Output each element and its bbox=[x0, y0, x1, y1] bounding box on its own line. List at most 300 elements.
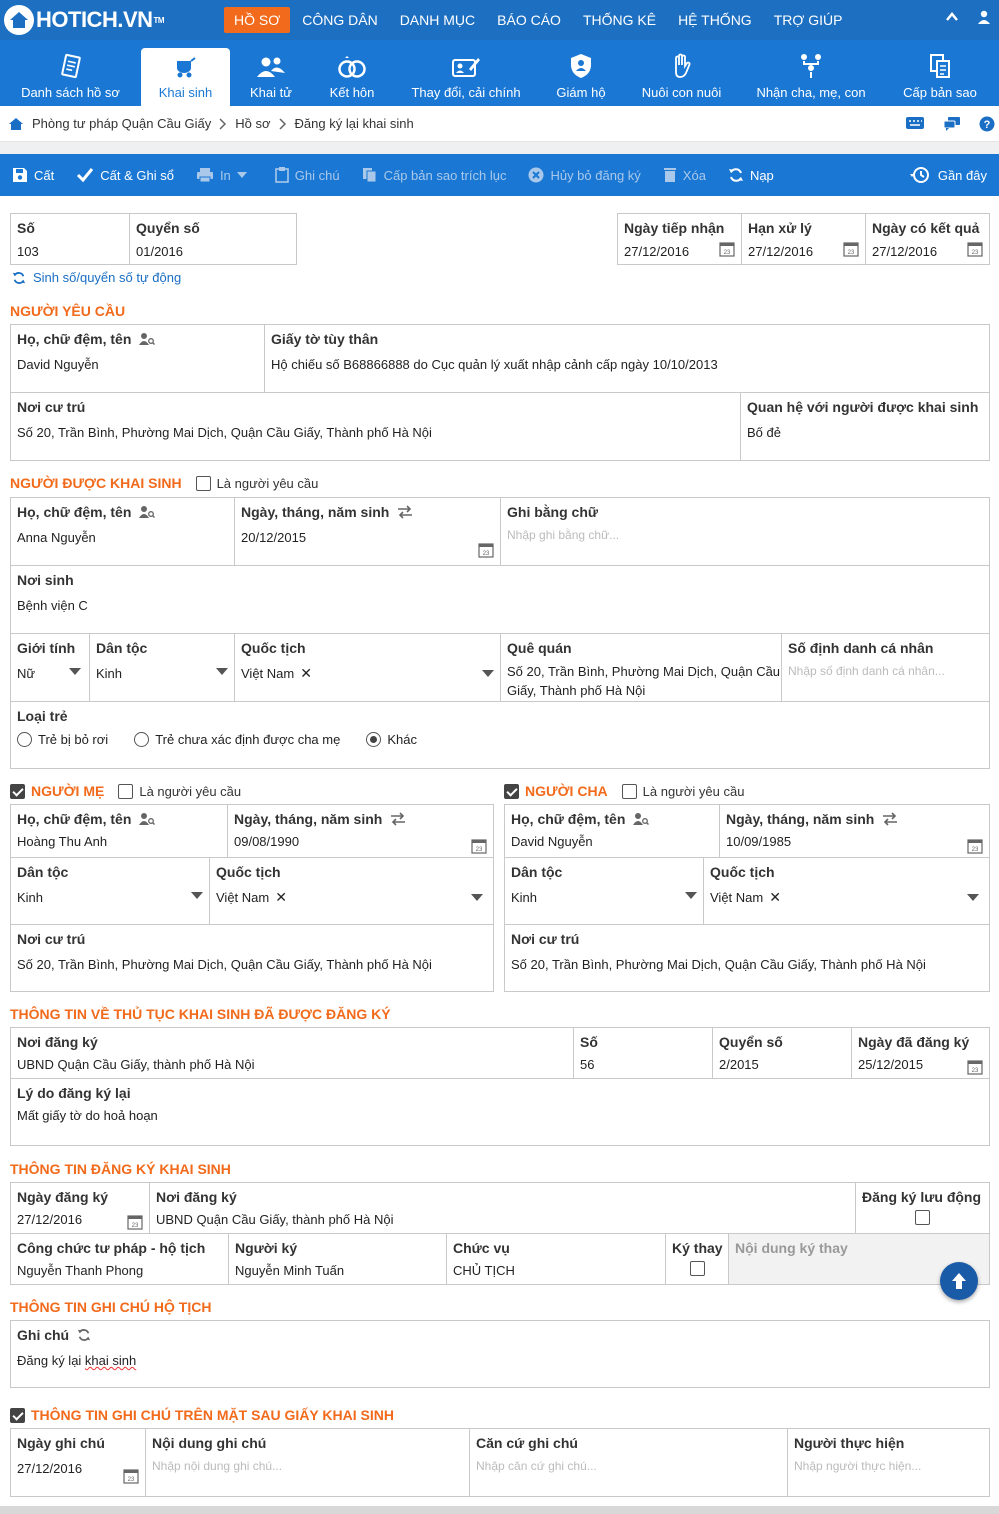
child-hometown-field[interactable] bbox=[501, 634, 782, 702]
help-icon[interactable] bbox=[979, 116, 995, 132]
print-button[interactable] bbox=[196, 167, 253, 183]
back-note-date-field[interactable] bbox=[11, 1429, 146, 1496]
menu-danh-muc[interactable]: DANH MỤC bbox=[399, 12, 476, 28]
child-type-label: Loại trẻ bbox=[17, 708, 68, 724]
so-value: 103 bbox=[17, 244, 39, 259]
father-dob-value: 10/09/1985 bbox=[726, 834, 792, 849]
mother-nationality-select[interactable] bbox=[210, 858, 493, 925]
tab-label: Thay đổi, cải chính bbox=[411, 85, 521, 100]
child-hometown-line2: Giấy, Thành phố Hà Nội bbox=[507, 683, 646, 698]
house-logo-icon bbox=[4, 5, 34, 35]
tab-label: Danh sách hồ sơ bbox=[21, 85, 120, 100]
svg-text:23: 23 bbox=[475, 847, 483, 853]
child-dob-field[interactable] bbox=[235, 498, 501, 566]
mother-dob-label: Ngày, tháng, năm sinh bbox=[234, 811, 383, 827]
logo-tm: TM bbox=[153, 15, 165, 25]
requester-name-label: Họ, chữ đệm, tên bbox=[17, 331, 132, 347]
registration-signer-field[interactable] bbox=[229, 1234, 447, 1284]
prior-so-value: 56 bbox=[580, 1057, 595, 1072]
child-gender-value: Nữ bbox=[17, 666, 36, 681]
baby-stroller-icon bbox=[173, 55, 199, 79]
chevron-down-icon bbox=[471, 894, 483, 901]
auto-number-link[interactable] bbox=[12, 270, 181, 285]
logo-text: HOTICH.VN bbox=[36, 7, 153, 32]
user-search-icon[interactable] bbox=[139, 332, 155, 346]
registration-date-value: 27/12/2016 bbox=[17, 1212, 83, 1227]
section-civil-note-title bbox=[10, 1299, 211, 1315]
prior-reason-value: Mất giấy tờ do hoả hoạn bbox=[17, 1108, 158, 1123]
tab-label: Khai sinh bbox=[158, 85, 213, 100]
child-name-field[interactable] bbox=[11, 498, 235, 566]
checkbox-box bbox=[196, 476, 211, 491]
father-name-label: Họ, chữ đệm, tên bbox=[511, 811, 626, 827]
back-note-group bbox=[10, 1428, 990, 1497]
civil-note-label: Ghi chú bbox=[17, 1327, 70, 1343]
section-title-text: THÔNG TIN ĐĂNG KÝ KHAI SINH bbox=[10, 1161, 231, 1177]
father-nationality-select[interactable] bbox=[704, 858, 989, 925]
registration-signer-label: Người ký bbox=[235, 1240, 298, 1256]
requester-group bbox=[10, 324, 990, 461]
child-pid-placeholder: Nhập số định danh cá nhân... bbox=[788, 664, 945, 678]
copy-extract-button[interactable] bbox=[362, 167, 507, 183]
child-name-value: Anna Nguyễn bbox=[17, 530, 96, 545]
registration-position-field[interactable] bbox=[447, 1234, 666, 1284]
tab-khai-sinh[interactable] bbox=[141, 48, 230, 106]
checkbox-label: Là người yêu cầu bbox=[139, 783, 242, 799]
radio-circle bbox=[366, 732, 381, 747]
child-nationality-value: Việt Nam bbox=[241, 666, 295, 681]
save-record-button[interactable] bbox=[76, 167, 174, 183]
registration-position-label: Chức vụ bbox=[453, 1240, 510, 1256]
svg-text:23: 23 bbox=[971, 1068, 979, 1074]
close-circle-icon bbox=[528, 167, 544, 183]
svg-text:23: 23 bbox=[847, 250, 855, 256]
back-note-date-label: Ngày ghi chú bbox=[17, 1435, 105, 1451]
calendar-icon[interactable] bbox=[478, 542, 494, 558]
child-pid-field[interactable] bbox=[782, 634, 989, 702]
section-requester-title bbox=[10, 303, 125, 319]
arrow-up-icon bbox=[951, 1272, 967, 1290]
child-group bbox=[10, 497, 990, 769]
prior-place-value: UBND Quận Cầu Giấy, thành phố Hà Nội bbox=[17, 1057, 255, 1072]
mother-nationality-label: Quốc tịch bbox=[216, 864, 281, 880]
registration-sign-for-label: Ký thay bbox=[672, 1240, 723, 1256]
child-hometown-label: Quê quán bbox=[507, 640, 572, 656]
auto-number-label: Sinh số/quyển số tự động bbox=[33, 270, 182, 285]
requester-id-field[interactable] bbox=[265, 325, 989, 393]
back-note-performer-field[interactable] bbox=[788, 1429, 989, 1496]
caret-down-icon bbox=[237, 172, 247, 178]
mother-enabled-checkbox[interactable] bbox=[10, 784, 25, 799]
menu-cong-dan[interactable]: CÔNG DÂN bbox=[302, 12, 378, 28]
ngay-ket-qua-field[interactable] bbox=[866, 214, 989, 264]
registration-sign-for-field bbox=[666, 1234, 729, 1284]
tab-label: Nuôi con nuôi bbox=[641, 85, 722, 100]
record-number-group bbox=[10, 213, 297, 265]
prior-reason-field[interactable] bbox=[11, 1079, 989, 1145]
tab-label: Nhận cha, mẹ, con bbox=[756, 85, 866, 100]
menu-bao-cao[interactable]: BÁO CÁO bbox=[497, 12, 561, 28]
home-icon[interactable] bbox=[8, 117, 24, 131]
child-ethnic-value: Kinh bbox=[96, 666, 123, 681]
child-dob-value: 20/12/2015 bbox=[241, 530, 307, 545]
section-title-text: THÔNG TIN GHI CHÚ HỘ TỊCH bbox=[10, 1299, 212, 1315]
collapse-up-icon[interactable] bbox=[945, 10, 959, 24]
checkbox-label: Là người yêu cầu bbox=[642, 783, 745, 799]
child-type-radio-group bbox=[17, 732, 983, 747]
section-registration-title bbox=[10, 1161, 231, 1177]
section-father-title bbox=[504, 783, 744, 799]
check-icon bbox=[76, 167, 94, 183]
print-label: In bbox=[219, 167, 231, 183]
user-icon[interactable] bbox=[977, 10, 991, 24]
prior-quyen-value: 2/2015 bbox=[719, 1057, 759, 1072]
svg-text:23: 23 bbox=[131, 1223, 139, 1229]
app-logo[interactable] bbox=[4, 4, 164, 36]
ngay-tiep-nhan-label: Ngày tiếp nhận bbox=[624, 220, 725, 236]
father-dob-label: Ngày, tháng, năm sinh bbox=[726, 811, 875, 827]
radio-abandoned[interactable] bbox=[17, 732, 108, 747]
requester-relation-field[interactable] bbox=[741, 393, 989, 460]
delete-button[interactable] bbox=[663, 167, 706, 183]
clipboard-icon bbox=[58, 53, 84, 79]
child-hometown-line1: Số 20, Trần Bình, Phường Mai Dịch, Quận Cầu bbox=[507, 664, 781, 679]
cancel-registration-button[interactable] bbox=[528, 167, 640, 183]
back-note-date-value: 27/12/2016 bbox=[17, 1461, 83, 1476]
radio-label: Trẻ bị bỏ rơi bbox=[38, 732, 109, 747]
mother-address-label: Nơi cư trú bbox=[17, 931, 86, 947]
so-field[interactable] bbox=[11, 214, 130, 264]
calendar-icon[interactable] bbox=[719, 241, 735, 257]
requester-name-field[interactable] bbox=[11, 325, 265, 393]
child-name-label: Họ, chữ đệm, tên bbox=[17, 504, 132, 520]
section-back-note-title bbox=[10, 1407, 394, 1423]
father-is-requester-checkbox[interactable] bbox=[622, 784, 745, 799]
back-note-content-field[interactable] bbox=[146, 1429, 470, 1496]
ngay-tiep-nhan-value: 27/12/2016 bbox=[624, 244, 690, 259]
civil-note-field[interactable] bbox=[11, 1321, 989, 1387]
father-address-field[interactable] bbox=[505, 925, 989, 991]
copy-extract-label: Cấp bản sao trích lục bbox=[383, 167, 507, 183]
menu-ho-so[interactable]: HỒ SƠ bbox=[224, 7, 290, 33]
people-icon bbox=[256, 55, 286, 79]
radio-other[interactable] bbox=[366, 732, 417, 747]
tab-label: Cấp bản sao bbox=[903, 85, 977, 100]
chevron-right-icon bbox=[279, 118, 287, 130]
civil-note-value-misspelled: khai sinh bbox=[84, 1353, 137, 1368]
save-record-label: Cất & Ghi sổ bbox=[100, 167, 174, 183]
save-button[interactable] bbox=[12, 167, 54, 183]
prior-reason-label: Lý do đăng ký lại bbox=[17, 1085, 131, 1101]
father-enabled-checkbox[interactable] bbox=[504, 784, 519, 799]
tab-danh-sach-ho-so[interactable] bbox=[0, 40, 141, 106]
swap-icon[interactable] bbox=[882, 812, 898, 826]
family-tree-icon bbox=[797, 53, 825, 79]
back-note-enabled-checkbox[interactable] bbox=[10, 1408, 25, 1423]
father-dob-field[interactable] bbox=[720, 805, 989, 858]
action-toolbar bbox=[0, 154, 999, 196]
father-name-value: David Nguyễn bbox=[511, 834, 593, 849]
back-note-performer-placeholder: Nhập người thực hiện... bbox=[794, 1459, 922, 1473]
bottom-scroll-edge bbox=[0, 1506, 999, 1514]
svg-text:23: 23 bbox=[482, 551, 490, 557]
so-label: Số bbox=[17, 220, 35, 236]
tab-giam-ho[interactable] bbox=[540, 40, 622, 106]
back-note-basis-field[interactable] bbox=[470, 1429, 788, 1496]
father-address-value: Số 20, Trần Bình, Phường Mai Dịch, Quận Cầu Giấy, Thành phố Hà Nội bbox=[511, 957, 926, 972]
calendar-icon[interactable] bbox=[471, 838, 487, 854]
father-nationality-label: Quốc tịch bbox=[710, 864, 775, 880]
back-note-content-placeholder: Nhập nội dung ghi chú... bbox=[152, 1459, 283, 1473]
remove-x-icon[interactable]: ✕ bbox=[275, 889, 287, 905]
prior-quyen-field[interactable] bbox=[713, 1028, 852, 1079]
tab-nhan-cha-me-con[interactable] bbox=[741, 40, 881, 106]
father-ethnic-select[interactable] bbox=[505, 858, 704, 925]
history-icon bbox=[910, 166, 930, 184]
menu-tro-giup[interactable]: TRỢ GIÚP bbox=[773, 12, 843, 28]
shield-user-icon bbox=[569, 53, 593, 79]
registration-sign-for-checkbox[interactable] bbox=[690, 1261, 705, 1276]
mother-name-field[interactable] bbox=[11, 805, 228, 858]
tab-ket-hon[interactable] bbox=[312, 40, 392, 106]
section-title-text: NGƯỜI ĐƯỢC KHAI SINH bbox=[10, 475, 182, 491]
registration-officer-field[interactable] bbox=[11, 1234, 229, 1284]
registration-officer-label: Công chức tư pháp - hộ tịch bbox=[17, 1240, 206, 1256]
chevron-down-icon bbox=[967, 894, 979, 901]
floppy-icon bbox=[12, 167, 28, 183]
back-note-performer-label: Người thực hiện bbox=[794, 1435, 905, 1451]
delete-label: Xóa bbox=[682, 167, 706, 183]
father-ethnic-label: Dân tộc bbox=[511, 864, 563, 880]
chevron-down-icon bbox=[216, 668, 228, 675]
reload-label: Nạp bbox=[749, 167, 774, 183]
checkbox-label: Là người yêu cầu bbox=[216, 475, 319, 491]
prior-date-label: Ngày đã đăng ký bbox=[858, 1034, 970, 1050]
registration-date-field[interactable] bbox=[11, 1183, 150, 1234]
han-xu-ly-value: 27/12/2016 bbox=[748, 244, 814, 259]
remove-x-icon[interactable]: ✕ bbox=[300, 665, 312, 681]
father-name-field[interactable] bbox=[505, 805, 720, 858]
mother-ethnic-value: Kinh bbox=[17, 890, 44, 905]
registration-signer-value: Nguyễn Minh Tuấn bbox=[235, 1263, 345, 1278]
user-search-icon[interactable] bbox=[139, 505, 155, 519]
remove-x-icon[interactable]: ✕ bbox=[769, 889, 781, 905]
section-title-text: NGƯỜI CHA bbox=[525, 783, 608, 799]
requester-relation-label: Quan hệ với người được khai sinh bbox=[747, 399, 979, 415]
svg-text:23: 23 bbox=[723, 250, 731, 256]
prior-place-field[interactable] bbox=[11, 1028, 574, 1079]
refresh-icon[interactable] bbox=[77, 1328, 91, 1342]
printer-icon bbox=[196, 167, 214, 183]
child-pid-label: Số định danh cá nhân bbox=[788, 640, 934, 656]
quyen-so-value: 01/2016 bbox=[136, 244, 183, 259]
ngay-tiep-nhan-field[interactable] bbox=[618, 214, 742, 264]
prior-date-field[interactable] bbox=[852, 1028, 989, 1079]
quyen-so-field[interactable] bbox=[130, 214, 296, 264]
checkbox-box bbox=[118, 784, 133, 799]
recent-button[interactable] bbox=[910, 166, 987, 184]
section-prior-registration-title bbox=[10, 1006, 391, 1022]
child-birthplace-field[interactable] bbox=[11, 566, 989, 634]
father-group bbox=[504, 804, 990, 992]
save-label: Cất bbox=[34, 167, 55, 183]
svg-text:23: 23 bbox=[971, 847, 979, 853]
processing-dates-group bbox=[617, 213, 990, 265]
child-type-field bbox=[11, 702, 989, 768]
registration-officer-value: Nguyễn Thanh Phong bbox=[17, 1263, 144, 1278]
calendar-icon[interactable] bbox=[967, 838, 983, 854]
section-title-text: THÔNG TIN VỀ THỦ TỤC KHAI SINH ĐÃ ĐƯỢC ĐĂNG KÝ bbox=[10, 1006, 391, 1022]
module-tabs bbox=[0, 40, 999, 106]
note-icon bbox=[275, 167, 289, 183]
requester-relation-value: Bố đẻ bbox=[747, 425, 781, 440]
mother-dob-value: 09/08/1990 bbox=[234, 834, 300, 849]
keyboard-icon[interactable] bbox=[905, 116, 925, 130]
swap-icon[interactable] bbox=[390, 812, 406, 826]
cancel-registration-label: Hủy bỏ đăng ký bbox=[550, 167, 641, 183]
menu-he-thong[interactable]: HỆ THỐNG bbox=[678, 12, 752, 28]
breadcrumb-item-phong-tu-phap[interactable]: Phòng tư pháp Quận Cầu Giấy bbox=[32, 116, 212, 131]
prior-so-field[interactable] bbox=[574, 1028, 713, 1079]
top-right-actions bbox=[945, 10, 991, 24]
requester-name-value: David Nguyễn bbox=[17, 357, 99, 372]
mother-name-value: Hoàng Thu Anh bbox=[17, 834, 108, 849]
calendar-icon[interactable] bbox=[123, 1468, 139, 1484]
registration-position-value: CHỦ TỊCH bbox=[453, 1263, 515, 1278]
han-xu-ly-label: Hạn xử lý bbox=[748, 220, 812, 236]
section-mother-title bbox=[10, 783, 241, 799]
copy-icon bbox=[362, 167, 378, 183]
top-bar bbox=[0, 0, 999, 40]
note-button[interactable] bbox=[275, 167, 340, 183]
breadcrumb-actions bbox=[905, 116, 995, 132]
radio-unknown-parents[interactable] bbox=[134, 732, 340, 747]
user-search-icon[interactable] bbox=[139, 812, 155, 826]
back-note-basis-label: Căn cứ ghi chú bbox=[476, 1435, 578, 1451]
tab-cap-ban-sao[interactable] bbox=[881, 40, 999, 106]
requester-id-label: Giấy tờ tùy thân bbox=[271, 331, 379, 347]
tab-thay-doi-cai-chinh[interactable] bbox=[392, 40, 540, 106]
rings-icon bbox=[336, 55, 368, 79]
calendar-icon[interactable] bbox=[127, 1214, 143, 1230]
han-xu-ly-field[interactable] bbox=[742, 214, 866, 264]
mother-ethnic-select[interactable] bbox=[11, 858, 210, 925]
prior-registration-group bbox=[10, 1027, 990, 1146]
child-dob-words-field[interactable] bbox=[501, 498, 989, 566]
user-search-icon[interactable] bbox=[633, 812, 649, 826]
prior-date-value: 25/12/2015 bbox=[858, 1057, 924, 1072]
radio-circle bbox=[17, 732, 32, 747]
section-title-text: THÔNG TIN GHI CHÚ TRÊN MẶT SAU GIẤY KHAI SINH bbox=[31, 1407, 394, 1423]
child-nationality-label: Quốc tịch bbox=[241, 640, 306, 656]
hand-icon bbox=[670, 53, 694, 79]
form-content bbox=[0, 196, 999, 1506]
breadcrumb bbox=[0, 106, 999, 142]
requester-id-value: Hộ chiếu số B68866888 do Cục quản lý xuất nhập cảnh cấp ngày 10/10/2013 bbox=[271, 357, 718, 372]
back-note-content-label: Nội dung ghi chú bbox=[152, 1435, 267, 1451]
menu-thong-ke[interactable]: THỐNG KÊ bbox=[582, 12, 657, 28]
prior-so-label: Số bbox=[580, 1034, 598, 1050]
radio-label: Trẻ chưa xác định được cha mẹ bbox=[155, 732, 341, 747]
registration-group bbox=[10, 1182, 990, 1285]
requester-address-label: Nơi cư trú bbox=[17, 399, 86, 415]
child-birthplace-value: Bệnh viện C bbox=[17, 598, 88, 613]
registration-place-label: Nơi đăng ký bbox=[156, 1189, 237, 1205]
calendar-icon[interactable] bbox=[967, 1059, 983, 1075]
chevron-down-icon bbox=[69, 668, 81, 675]
tab-label: Kết hôn bbox=[329, 85, 375, 100]
tab-nuoi-con-nuoi[interactable] bbox=[622, 40, 741, 106]
ngay-ket-qua-label: Ngày có kết quả bbox=[872, 220, 980, 236]
trash-icon bbox=[663, 167, 677, 183]
prior-place-label: Nơi đăng ký bbox=[17, 1034, 98, 1050]
child-dob-label: Ngày, tháng, năm sinh bbox=[241, 504, 390, 520]
section-title-text: NGƯỜI YÊU CẦU bbox=[10, 303, 126, 319]
mother-address-field[interactable] bbox=[11, 925, 493, 991]
mother-nationality-value: Việt Nam bbox=[216, 890, 270, 905]
tab-label: Khai tử bbox=[250, 85, 292, 100]
copy-doc-icon bbox=[928, 53, 952, 79]
mother-address-value: Số 20, Trần Bình, Phường Mai Dịch, Quận Cầu Giấy, Thành phố Hà Nội bbox=[17, 957, 432, 972]
reload-button[interactable] bbox=[728, 167, 774, 183]
child-ethnic-label: Dân tộc bbox=[96, 640, 148, 656]
section-title-text: NGƯỜI MẸ bbox=[31, 783, 105, 799]
chevron-down-icon bbox=[482, 670, 494, 677]
swap-icon[interactable] bbox=[397, 505, 413, 519]
mother-name-label: Họ, chữ đệm, tên bbox=[17, 811, 132, 827]
mother-ethnic-label: Dân tộc bbox=[17, 864, 69, 880]
prior-quyen-label: Quyển số bbox=[719, 1034, 783, 1050]
registration-mobile-checkbox[interactable] bbox=[915, 1210, 930, 1225]
svg-text:?: ? bbox=[983, 119, 991, 131]
radio-circle bbox=[134, 732, 149, 747]
breadcrumb-item-ho-so[interactable]: Hồ sơ bbox=[235, 116, 271, 131]
spacer bbox=[0, 142, 999, 154]
child-gender-label: Giới tính bbox=[17, 640, 76, 656]
father-ethnic-value: Kinh bbox=[511, 890, 538, 905]
back-note-basis-placeholder: Nhập căn cứ ghi chú... bbox=[476, 1459, 597, 1473]
civil-note-value: Đăng ký lại bbox=[17, 1353, 85, 1368]
edit-card-icon bbox=[451, 55, 481, 79]
requester-address-field[interactable] bbox=[11, 393, 741, 460]
mother-is-requester-checkbox[interactable] bbox=[118, 784, 241, 799]
top-menu bbox=[224, 7, 855, 33]
refresh-icon bbox=[12, 271, 26, 285]
calendar-icon[interactable] bbox=[967, 241, 983, 257]
svg-text:23: 23 bbox=[127, 1477, 135, 1483]
child-gender-select[interactable] bbox=[11, 634, 90, 702]
checkbox-box bbox=[622, 784, 637, 799]
mother-group bbox=[10, 804, 494, 992]
child-is-requester-checkbox[interactable] bbox=[196, 476, 319, 491]
scroll-to-top-button[interactable] bbox=[940, 1262, 978, 1300]
child-nationality-select[interactable] bbox=[235, 634, 501, 702]
registration-place-field[interactable] bbox=[150, 1183, 856, 1234]
tab-label: Giám hộ bbox=[556, 85, 606, 100]
note-label: Ghi chú bbox=[294, 167, 340, 183]
child-ethnic-select[interactable] bbox=[90, 634, 235, 702]
recent-label: Gần đây bbox=[937, 167, 987, 183]
section-child-title bbox=[10, 475, 318, 491]
registration-place-value: UBND Quận Cầu Giấy, thành phố Hà Nội bbox=[156, 1212, 394, 1227]
calendar-icon[interactable] bbox=[843, 241, 859, 257]
child-birthplace-label: Nơi sinh bbox=[17, 572, 74, 588]
mother-dob-field[interactable] bbox=[228, 805, 493, 858]
chat-icon[interactable] bbox=[943, 116, 961, 132]
tab-khai-tu[interactable] bbox=[230, 40, 312, 106]
quyen-so-label: Quyển số bbox=[136, 220, 200, 236]
registration-sign-for-content-label: Nội dung ký thay bbox=[735, 1240, 848, 1256]
